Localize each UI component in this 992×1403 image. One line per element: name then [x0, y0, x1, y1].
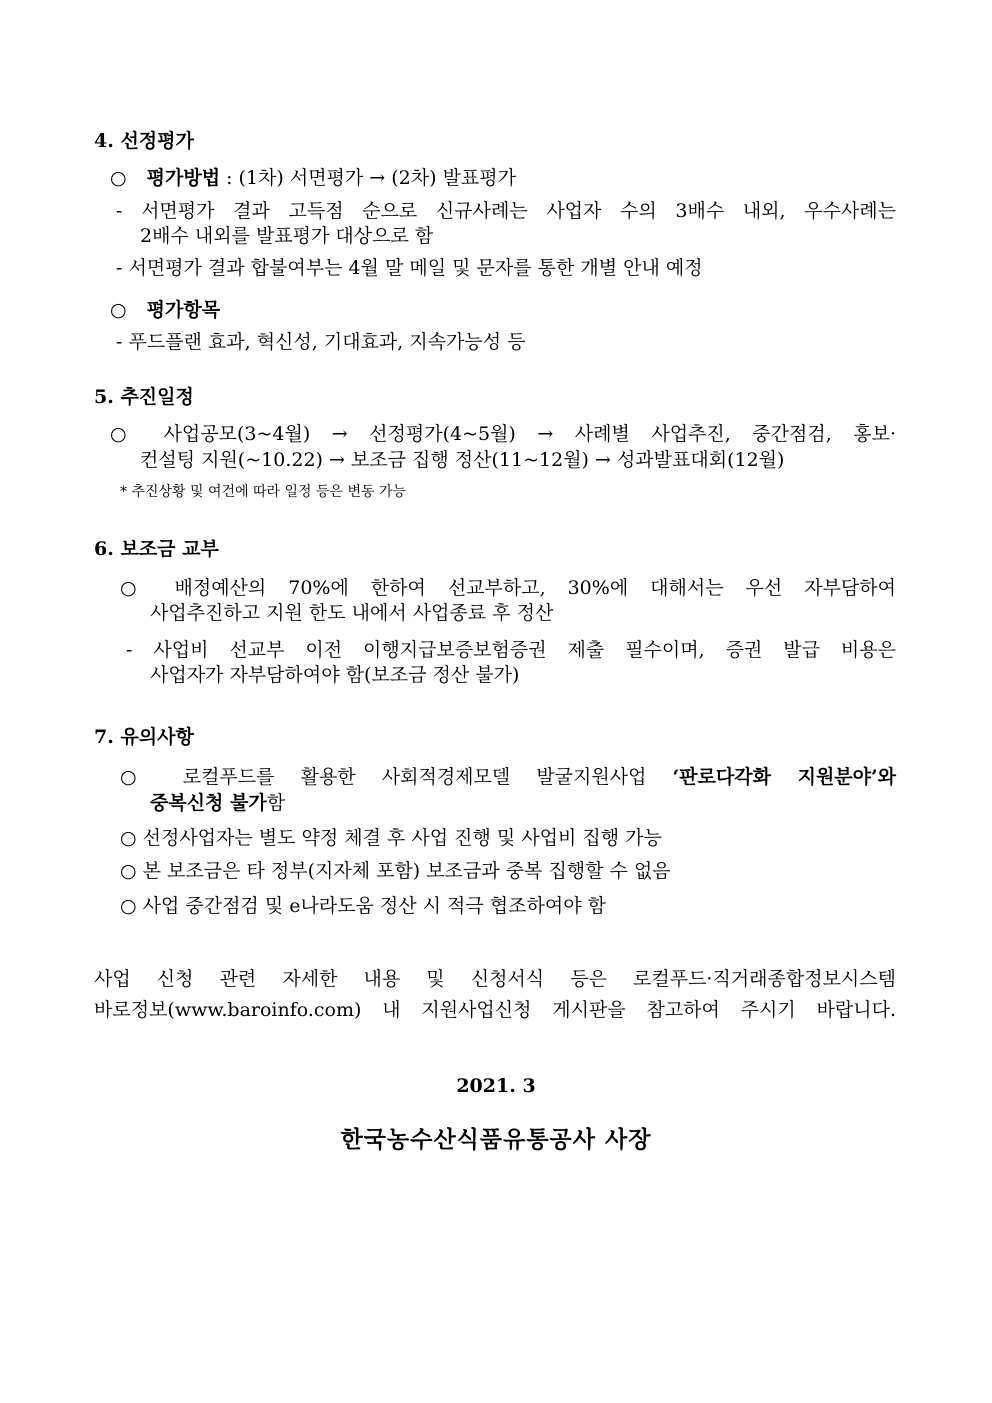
- notice-bullet-2: ○ 선정사업자는 별도 약정 체결 후 사업 진행 및 사업비 집행 가능: [120, 827, 662, 849]
- evaluation-items-label: 평가항목: [146, 299, 221, 321]
- notice-bullet-1-rest: 함: [266, 792, 286, 814]
- notice-bullet-1-line-1: [120, 765, 896, 789]
- schedule-note: * 추진상황 및 여건에 따라 일정 등은 변동 가능: [120, 484, 407, 500]
- signature: 한국농수산식품유통공사 사장: [340, 1126, 652, 1153]
- evaluation-items-item: [110, 298, 220, 322]
- evaluation-method-label: 평가방법: [146, 167, 221, 189]
- evaluation-method-detail-2: - 서면평가 결과 합불여부는 4월 말 메일 및 문자를 통한 개별 안내 예정: [116, 257, 703, 279]
- evaluation-method-detail-1-line-1: - 서면평가 결과 고득점 순으로 신규사례는 사업자 수의 3배수 내외, 우수사례는: [116, 200, 896, 222]
- notice-bullet-1-line-2: [150, 791, 285, 815]
- subsidy-bullet-line-1: ○ 배정예산의 70%에 한하여 선교부하고, 30%에 대해서는 우선 자부담하여: [120, 577, 896, 599]
- subsidy-detail-line-2: 사업자가 자부담하여야 함(보조금 정산 불가): [150, 664, 520, 686]
- schedule-line-2: 컨설팅 지원(~10.22) → 보조금 집행 정산(11~12월) → 성과발표대회(12월): [140, 449, 785, 471]
- section-5-title: 5. 추진일정: [94, 386, 194, 408]
- closing-line-1: 사업 신청 관련 자세한 내용 및 신청서식 등은 로컬푸드·직거래종합정보시스템: [94, 968, 896, 990]
- section-4-title: 4. 선정평가: [94, 130, 194, 152]
- subsidy-bullet-line-2: 사업추진하고 지원 한도 내에서 사업종료 후 정산: [150, 602, 554, 624]
- evaluation-method-text: : (1차) 서면평가 → (2차) 발표평가: [220, 167, 516, 189]
- document-date: 2021. 3: [456, 1075, 536, 1097]
- notice-bullet-1-bold-2: 중복신청 불가: [150, 792, 267, 814]
- evaluation-method-detail-1-line-2: 2배수 내외를 발표평가 대상으로 함: [140, 225, 434, 247]
- evaluation-method-item: [110, 166, 516, 190]
- notice-bullet-3: ○ 본 보조금은 타 정부(지자체 포함) 보조금과 중복 집행할 수 없음: [120, 860, 671, 882]
- subsidy-detail-line-1: - 사업비 선교부 이전 이행지급보증보험증권 제출 필수이며, 증권 발급 비용은: [126, 639, 896, 661]
- bullet: ○: [110, 167, 127, 189]
- section-7-title: 7. 유의사항: [94, 726, 194, 748]
- closing-line-2: 바로정보(www.baroinfo.com) 내 지원사업신청 게시판을 참고하여 주시기 바랍니다.: [94, 999, 896, 1021]
- section-6-title: 6. 보조금 교부: [94, 538, 219, 560]
- bullet: ○: [110, 299, 127, 321]
- evaluation-items-detail: - 푸드플랜 효과, 혁신성, 기대효과, 지속가능성 등: [116, 331, 526, 353]
- notice-bullet-1-bold: ‘판로다각화 지원분야’와: [672, 766, 896, 788]
- schedule-line-1: ○ 사업공모(3~4월) → 선정평가(4~5월) → 사례별 사업추진, 중간점검, 홍보·: [110, 423, 896, 445]
- notice-bullet-1-text: ○ 로컬푸드를 활용한 사회적경제모델 발굴지원사업: [120, 766, 673, 788]
- notice-bullet-4: ○ 사업 중간점검 및 e나라도움 정산 시 적극 협조하여야 함: [120, 895, 606, 917]
